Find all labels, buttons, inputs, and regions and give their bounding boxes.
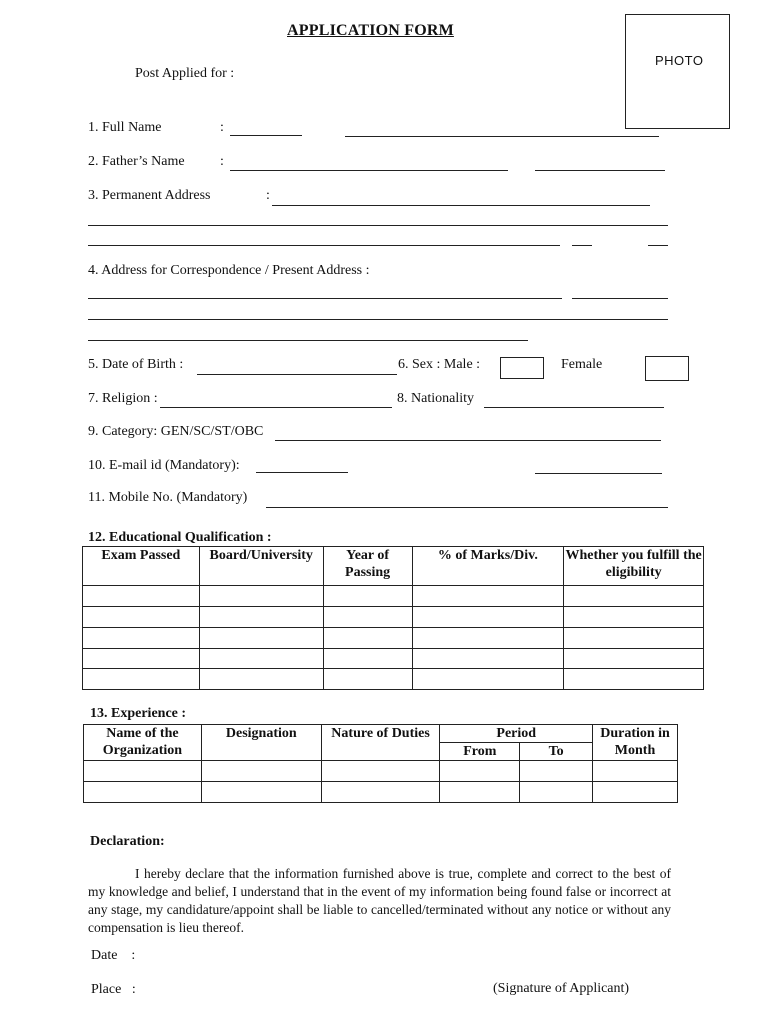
permanent-address-line-1[interactable] <box>272 205 650 206</box>
experience-col-duration: Duration in Month <box>593 725 678 761</box>
father-name-colon: : <box>220 154 224 169</box>
experience-col-duties: Nature of Duties <box>321 725 440 761</box>
category-field[interactable] <box>275 440 661 441</box>
education-table <box>82 546 704 690</box>
experience-heading: 13. Experience : <box>90 706 187 721</box>
female-label: Female <box>561 357 603 372</box>
photo-box[interactable] <box>625 14 730 129</box>
nationality-label: 8. Nationality <box>397 391 474 406</box>
table-row <box>84 761 678 782</box>
permanent-address-line-3b[interactable] <box>572 245 592 246</box>
education-col-marks: % of Marks/Div. <box>412 547 564 586</box>
full-name-field-b[interactable] <box>345 136 659 137</box>
education-col-year: Year of Passing <box>323 547 412 586</box>
father-name-label: 2. Father’s Name <box>88 154 185 169</box>
permanent-address-line-3a[interactable] <box>88 245 560 246</box>
experience-col-designation: Designation <box>201 725 321 761</box>
signature-label: (Signature of Applicant) <box>493 981 630 996</box>
father-name-field-a[interactable] <box>230 170 508 171</box>
mobile-field[interactable] <box>266 507 668 508</box>
male-checkbox[interactable] <box>500 357 544 379</box>
experience-col-organization: Name of the Organization <box>84 725 202 761</box>
education-col-exam: Exam Passed <box>83 547 200 586</box>
religion-label: 7. Religion : <box>88 391 158 406</box>
table-row <box>83 607 704 628</box>
education-header-row <box>83 547 704 586</box>
experience-col-from: From <box>440 743 520 761</box>
correspondence-line-1b[interactable] <box>572 298 668 299</box>
declaration-heading: Declaration: <box>90 834 165 849</box>
permanent-address-colon: : <box>266 188 270 203</box>
place-label: Place : <box>91 982 136 997</box>
date-label: Date : <box>91 948 136 963</box>
declaration-text: I hereby declare that the information furnished above is true, complete and correct to the best of my knowledge and belief, I understand that in the event of my information being found false or incorrect at any stage, my candidature/appoint shall be liable to cancelled/terminated without any notice or without any compensation is lieu thereof. <box>88 866 671 935</box>
correspondence-line-3[interactable] <box>88 340 528 341</box>
experience-col-period: Period <box>440 725 593 743</box>
experience-header-row-1 <box>84 725 678 743</box>
post-applied-label: Post Applied for : <box>135 66 235 81</box>
correspondence-address-label: 4. Address for Correspondence / Present Address : <box>88 263 370 278</box>
permanent-address-line-2[interactable] <box>88 225 668 226</box>
education-col-eligibility: Whether you fulfill the eligibility <box>564 547 704 586</box>
nationality-field[interactable] <box>484 407 664 408</box>
full-name-label: 1. Full Name <box>88 120 162 135</box>
correspondence-line-2[interactable] <box>88 319 668 320</box>
sex-label: 6. Sex : Male : <box>398 357 481 372</box>
table-row <box>83 669 704 690</box>
category-label: 9. Category: GEN/SC/ST/OBC <box>88 424 264 439</box>
experience-col-to: To <box>520 743 593 761</box>
father-name-field-b[interactable] <box>535 170 665 171</box>
mobile-label: 11. Mobile No. (Mandatory) <box>88 490 248 505</box>
dob-field[interactable] <box>197 374 397 375</box>
education-heading: 12. Educational Qualification : <box>88 530 272 545</box>
page-title: APPLICATION FORM <box>287 22 454 39</box>
photo-label: PHOTO <box>655 53 704 68</box>
education-col-board: Board/University <box>199 547 323 586</box>
religion-field[interactable] <box>160 407 392 408</box>
full-name-colon: : <box>220 120 224 135</box>
table-row <box>83 628 704 649</box>
table-row <box>83 649 704 669</box>
permanent-address-label: 3. Permanent Address <box>88 188 211 203</box>
table-row <box>83 586 704 607</box>
female-checkbox[interactable] <box>645 356 689 381</box>
dob-label: 5. Date of Birth : <box>88 357 184 372</box>
correspondence-line-1a[interactable] <box>88 298 562 299</box>
full-name-field-a[interactable] <box>230 135 302 136</box>
permanent-address-line-3c[interactable] <box>648 245 668 246</box>
email-label: 10. E-mail id (Mandatory): <box>88 458 240 473</box>
table-row <box>84 782 678 803</box>
experience-table <box>83 724 678 803</box>
email-field-b[interactable] <box>535 473 662 474</box>
email-field-a[interactable] <box>256 472 348 473</box>
